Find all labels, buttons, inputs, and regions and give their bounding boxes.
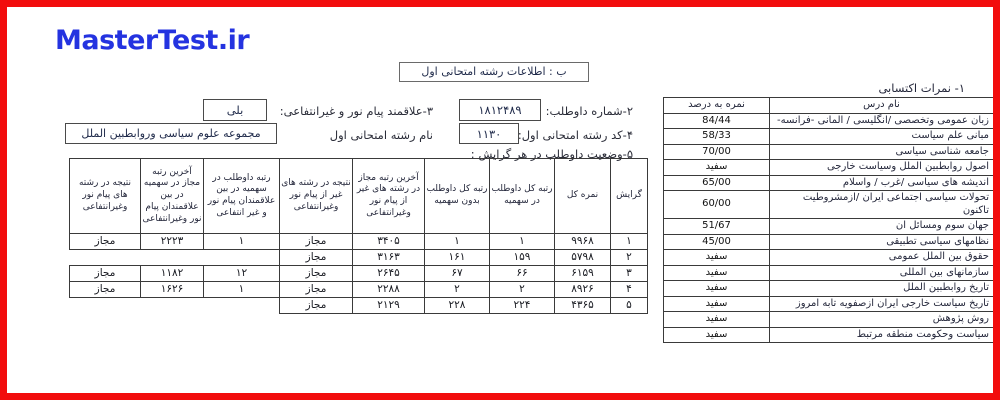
cell-grayesh: ۲ bbox=[611, 250, 648, 266]
cell-total-score: ۶۱۵۹ bbox=[555, 266, 611, 282]
score-row bbox=[664, 191, 994, 219]
header-rank-pn-quota: رتبه داوطلب در سهمیه در بین علاقمندان پیام نور و غیر انتفاعی bbox=[204, 159, 280, 234]
status-row bbox=[70, 250, 648, 266]
status-row bbox=[70, 282, 648, 298]
cell-last-rank-pn-empty bbox=[141, 250, 204, 266]
status-row bbox=[70, 266, 648, 282]
course-score: 84/44 bbox=[664, 113, 770, 129]
course-name: جهان سوم ومسائل ان bbox=[770, 219, 994, 235]
header-course-name: نام درس bbox=[770, 98, 994, 114]
cell-result-pn-empty bbox=[70, 250, 141, 266]
cell-rank-no-quota: ۲۲۸ bbox=[425, 298, 490, 314]
cell-grayesh: ۵ bbox=[611, 298, 648, 314]
score-row bbox=[664, 312, 994, 328]
cell-last-rank-pn-empty bbox=[141, 298, 204, 314]
cell-last-rank-pn: ۱۱۸۲ bbox=[141, 266, 204, 282]
course-name: نظامهای سیاسی تطبیقی bbox=[770, 234, 994, 250]
cell-total-score: ۴۳۶۵ bbox=[555, 298, 611, 314]
course-score: سفید bbox=[664, 160, 770, 176]
cell-rank-pn-quota: ۱۲ bbox=[204, 266, 280, 282]
header-score-percent: نمره به درصد bbox=[664, 98, 770, 114]
cell-result-pn: مجاز bbox=[70, 234, 141, 250]
header-rank-no-quota: رتبه کل داوطلب بدون سهمیه bbox=[425, 159, 490, 234]
cell-grayesh: ۱ bbox=[611, 234, 648, 250]
cell-rank-in-quota: ۶۶ bbox=[490, 266, 555, 282]
first-field-code-value: ۱۱۳۰ bbox=[459, 123, 519, 144]
course-score: سفید bbox=[664, 265, 770, 281]
score-row bbox=[664, 175, 994, 191]
cell-last-rank-other: ۳۱۶۳ bbox=[353, 250, 425, 266]
status-table-header-row bbox=[70, 159, 648, 234]
cell-rank-pn-quota-empty bbox=[204, 250, 280, 266]
score-row bbox=[664, 113, 994, 129]
cell-rank-in-quota: ۲ bbox=[490, 282, 555, 298]
course-score: سفید bbox=[664, 250, 770, 266]
scores-table-title: ۱- نمرات اکتسابی bbox=[878, 81, 965, 95]
status-row bbox=[70, 298, 648, 314]
course-name: جامعه شناسی سیاسی bbox=[770, 144, 994, 160]
cell-grayesh: ۳ bbox=[611, 266, 648, 282]
header-total-score: نمره کل bbox=[555, 159, 611, 234]
cell-last-rank-other: ۲۱۲۹ bbox=[353, 298, 425, 314]
score-row bbox=[664, 129, 994, 145]
site-logo[interactable]: MasterTest.ir bbox=[55, 25, 250, 56]
score-row bbox=[664, 265, 994, 281]
course-score: 51/67 bbox=[664, 219, 770, 235]
course-name: تاریخ روابطبین الملل bbox=[770, 281, 994, 297]
cell-rank-no-quota: ۱ bbox=[425, 234, 490, 250]
cell-rank-no-quota: ۶۷ bbox=[425, 266, 490, 282]
course-name: سازمانهای بین المللی bbox=[770, 265, 994, 281]
first-field-name-value: مجموعه علوم سیاسی وروابطبین الملل bbox=[65, 123, 277, 144]
cell-result-other: مجاز bbox=[280, 250, 353, 266]
cell-rank-in-quota: ۱ bbox=[490, 234, 555, 250]
cell-result-other: مجاز bbox=[280, 234, 353, 250]
cell-result-other: مجاز bbox=[280, 282, 353, 298]
cell-last-rank-pn: ۱۶۲۶ bbox=[141, 282, 204, 298]
payamnoor-interest-value: بلی bbox=[203, 99, 267, 121]
course-score: سفید bbox=[664, 296, 770, 312]
course-score: 65/00 bbox=[664, 175, 770, 191]
cell-grayesh: ۴ bbox=[611, 282, 648, 298]
first-field-name-label: نام رشته امتحانی اول bbox=[329, 128, 433, 142]
scores-table bbox=[663, 97, 994, 343]
cell-rank-in-quota: ۲۲۴ bbox=[490, 298, 555, 314]
header-result-pn: نتیجه در رشته های پیام نور وغیرانتفاعی bbox=[70, 159, 141, 234]
course-name: سیاست وحکومت منطقه مرتبط bbox=[770, 327, 994, 343]
course-score: سفید bbox=[664, 327, 770, 343]
payamnoor-interest-label: ۳-علاقمند پیام نور و غیرانتفاعی: bbox=[279, 104, 433, 118]
course-name: حقوق بین الملل عمومی bbox=[770, 250, 994, 266]
course-score: 58/33 bbox=[664, 129, 770, 145]
cell-result-pn-empty bbox=[70, 298, 141, 314]
cell-last-rank-pn: ۲۲۲۳ bbox=[141, 234, 204, 250]
course-score: سفید bbox=[664, 281, 770, 297]
cell-last-rank-other: ۲۲۸۸ bbox=[353, 282, 425, 298]
cell-rank-no-quota: ۱۶۱ bbox=[425, 250, 490, 266]
header-rank-in-quota: رتبه کل داوطلب در سهمیه bbox=[490, 159, 555, 234]
cell-result-pn: مجاز bbox=[70, 282, 141, 298]
header-last-rank-other: آخرین رتبه مجاز در رشته های غیر از پیام نور وغیرانتفاعی bbox=[353, 159, 425, 234]
cell-total-score: ۸۹۲۶ bbox=[555, 282, 611, 298]
section-title-box: ب : اطلاعات رشته امتحانی اول bbox=[399, 62, 589, 82]
course-name: مبانی علم سیاست bbox=[770, 129, 994, 145]
course-score: سفید bbox=[664, 312, 770, 328]
cell-last-rank-other: ۲۶۴۵ bbox=[353, 266, 425, 282]
course-score: 60/00 bbox=[664, 191, 770, 219]
status-row bbox=[70, 234, 648, 250]
cell-rank-in-quota: ۱۵۹ bbox=[490, 250, 555, 266]
candidate-number-label: ۲-شماره داوطلب: bbox=[545, 104, 633, 118]
cell-rank-pn-quota-empty bbox=[204, 298, 280, 314]
cell-total-score: ۹۹۶۸ bbox=[555, 234, 611, 250]
candidate-number-value: ۱۸۱۲۴۸۹ bbox=[459, 99, 541, 121]
first-field-code-label: ۴-کد رشته امتحانی اول: bbox=[517, 128, 633, 142]
score-row bbox=[664, 234, 994, 250]
cell-rank-pn-quota: ۱ bbox=[204, 234, 280, 250]
course-name: اندیشه های سیاسی /غرب / واسلام bbox=[770, 175, 994, 191]
course-name: روش پژوهش bbox=[770, 312, 994, 328]
course-score: 70/00 bbox=[664, 144, 770, 160]
score-row bbox=[664, 296, 994, 312]
course-name: تاریخ سیاست خارجی ایران ازصفویه تابه امروز bbox=[770, 296, 994, 312]
score-row bbox=[664, 160, 994, 176]
course-name: تحولات سیاسی اجتماعی ایران /ازمشروطیت تاکنون bbox=[770, 191, 994, 219]
course-score: 45/00 bbox=[664, 234, 770, 250]
status-section-label: ۵-وضعیت داوطلب در هر گرایش : bbox=[470, 147, 633, 161]
course-name: زبان عمومی وتخصصی /انگلیسی / المانی -فرانسه- bbox=[770, 113, 994, 129]
score-row bbox=[664, 250, 994, 266]
header-result-other: نتیجه در رشته های غیر از پیام نور وغیرانتفاعی bbox=[280, 159, 353, 234]
cell-rank-pn-quota: ۱ bbox=[204, 282, 280, 298]
cell-result-other: مجاز bbox=[280, 266, 353, 282]
scores-header-row bbox=[664, 98, 994, 114]
cell-last-rank-other: ۳۴۰۵ bbox=[353, 234, 425, 250]
course-name: اصول روابطبین الملل وسیاست خارجی bbox=[770, 160, 994, 176]
status-table bbox=[69, 158, 648, 314]
score-row bbox=[664, 281, 994, 297]
cell-total-score: ۵۷۹۸ bbox=[555, 250, 611, 266]
cell-rank-no-quota: ۲ bbox=[425, 282, 490, 298]
score-row bbox=[664, 327, 994, 343]
cell-result-other: مجاز bbox=[280, 298, 353, 314]
header-last-rank-pn: آخرین رتبه مجاز در سهمیه در بین علاقمندان پیام نور وغیرانتفاعی bbox=[141, 159, 204, 234]
score-row bbox=[664, 144, 994, 160]
header-grayesh: گرایش bbox=[611, 159, 648, 234]
score-row bbox=[664, 219, 994, 235]
cell-result-pn: مجاز bbox=[70, 266, 141, 282]
